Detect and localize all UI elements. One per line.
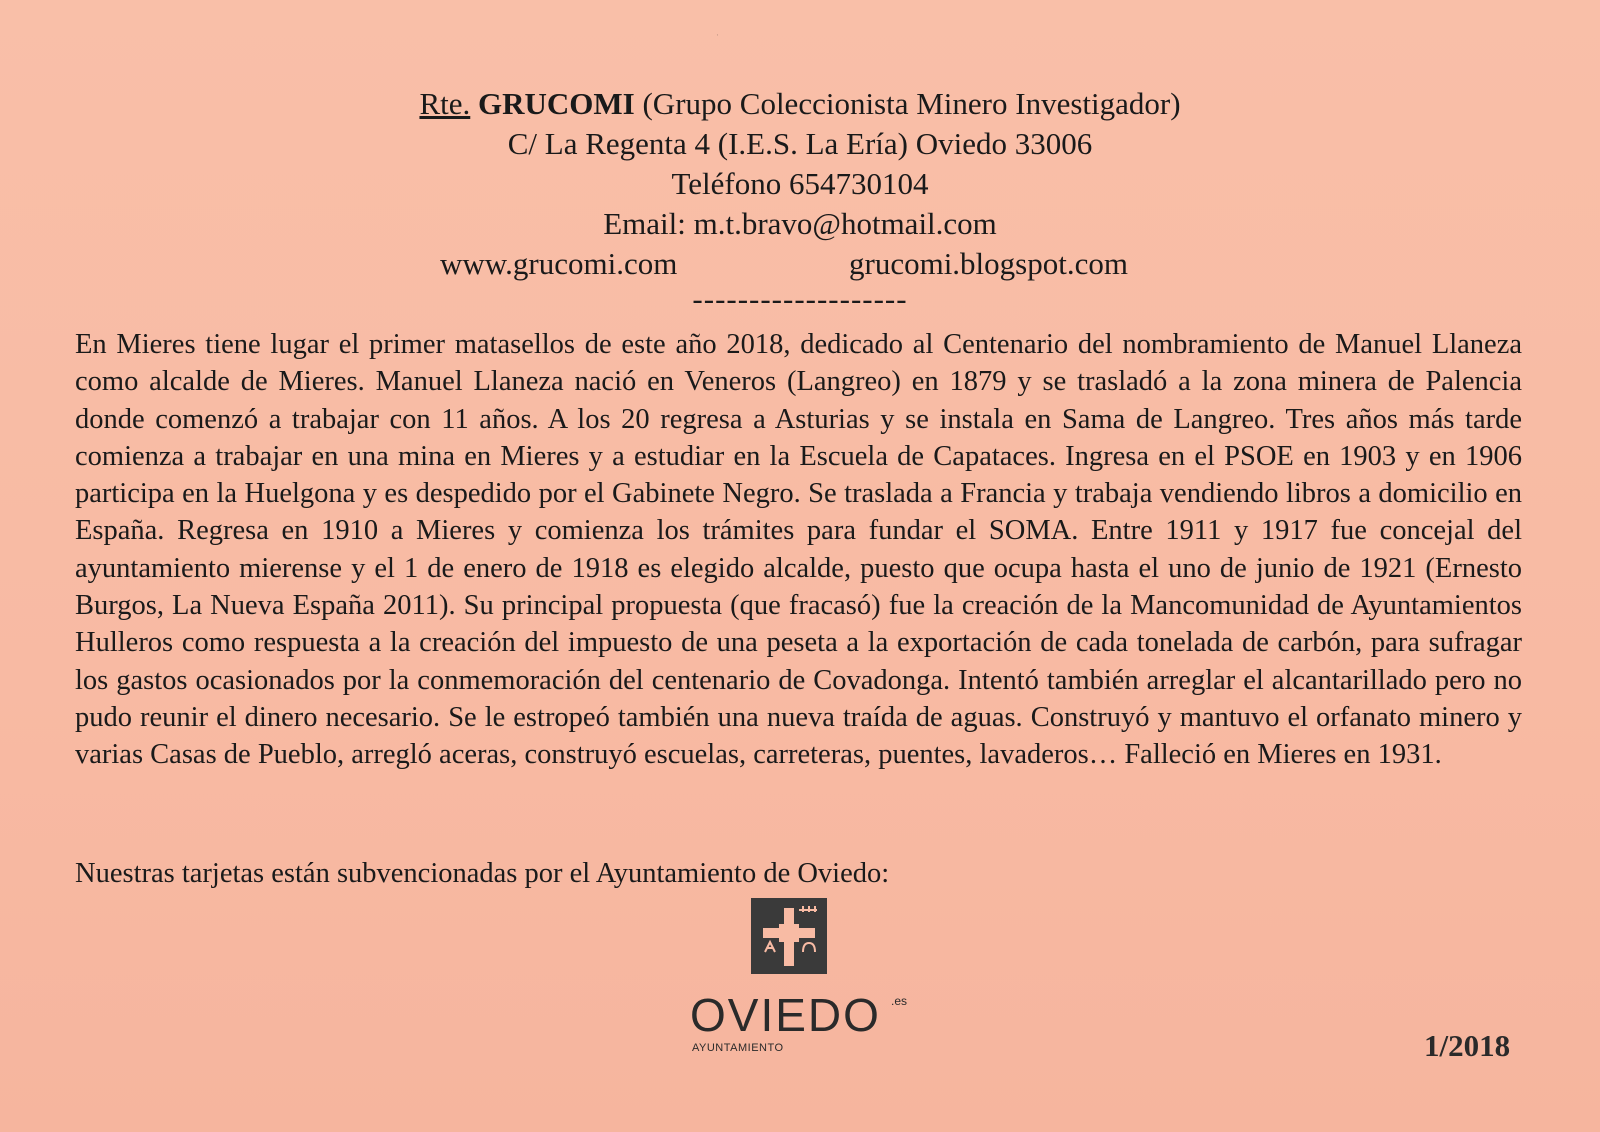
main-paragraph: En Mieres tiene lugar el primer matasellos de este año 2018, dedicado al Centenario del nombramiento de Manuel Llaneza como alcalde de Mieres. Manuel Llaneza nació en Veneros (Langreo) en 1879 y se trasladó a la zona minera de Palencia donde comenzó a trabajar con 11 años. A los 20 regresa a Asturias y se instala en Sama de Langreo. Tres años más tarde comienza a trabajar en una mina en Mieres y a estudiar en la Escuela de Capataces. Ingresa en el PSOE en 1903 y en 1906 participa en la Huelgona y es despedido por el Gabinete Negro. Se traslada a Francia y trabaja vendiendo libros a domicilio en España. Regresa en 1910 a Mieres y comienza los trámites para fundar el SOMA. Entre 1911 y 1917 fue concejal del ayuntamiento mierense y el 1 de enero de 1918 es elegido alcalde, puesto que ocupa hasta el uno de junio de 1921 (Ernesto Burgos, La Nueva España 2011). Su principal propuesta (que fracasó) fue la creación de la Mancomunidad de Ayuntamientos Hulleros como respuesta a la creación del impuesto de una peseta a la exportación de cada tonelada de carbón, para sufragar los gastos ocasionados por la conmemoración del centenario de Covadonga. Intentó también arreglar el alcantarillado pero no pudo reunir el dinero necesario. Se le estropeó también una nueva traída de aguas. Construyó y mantuvo el orfanato minero y varias Casas de Pueblo, arregló aceras, construyó escuelas, carreteras, puentes, lavaderos… Falleció en Mieres en 1931. (75, 329, 1522, 771)
sender-header (0, 84, 1600, 314)
web-row (0, 244, 1600, 284)
oviedo-wordmark-subtitle: AYUNTAMIENTO (692, 1042, 784, 1054)
blog-link[interactable]: grucomi.blogspot.com (849, 246, 1128, 281)
org-name: GRUCOMI (478, 86, 635, 121)
oviedo-wordmark-suffix: .es (891, 994, 908, 1008)
main-text (75, 326, 1522, 774)
oviedo-logo (686, 898, 916, 1058)
rte-label: Rte. (419, 86, 471, 121)
website-link[interactable]: www.grucomi.com (440, 246, 678, 281)
email-line: Email: m.t.bravo@hotmail.com (603, 206, 997, 241)
subsidy-note: Nuestras tarjetas están subvencionadas por el Ayuntamiento de Oviedo: (75, 858, 890, 889)
oviedo-wordmark: OVIEDO (690, 989, 881, 1041)
sender-line (0, 84, 1600, 124)
address-line: C/ La Regenta 4 (I.E.S. La Ería) Oviedo 33006 (507, 126, 1093, 161)
org-full-name: (Grupo Coleccionista Minero Investigador) (642, 86, 1181, 121)
divider-line: ------------------- (692, 281, 908, 316)
phone-line: Teléfono 654730104 (671, 166, 929, 201)
oviedo-cross-emblem-icon (751, 898, 827, 974)
issue-number: 1/2018 (1424, 1028, 1511, 1063)
paper-speck: · (716, 30, 719, 40)
